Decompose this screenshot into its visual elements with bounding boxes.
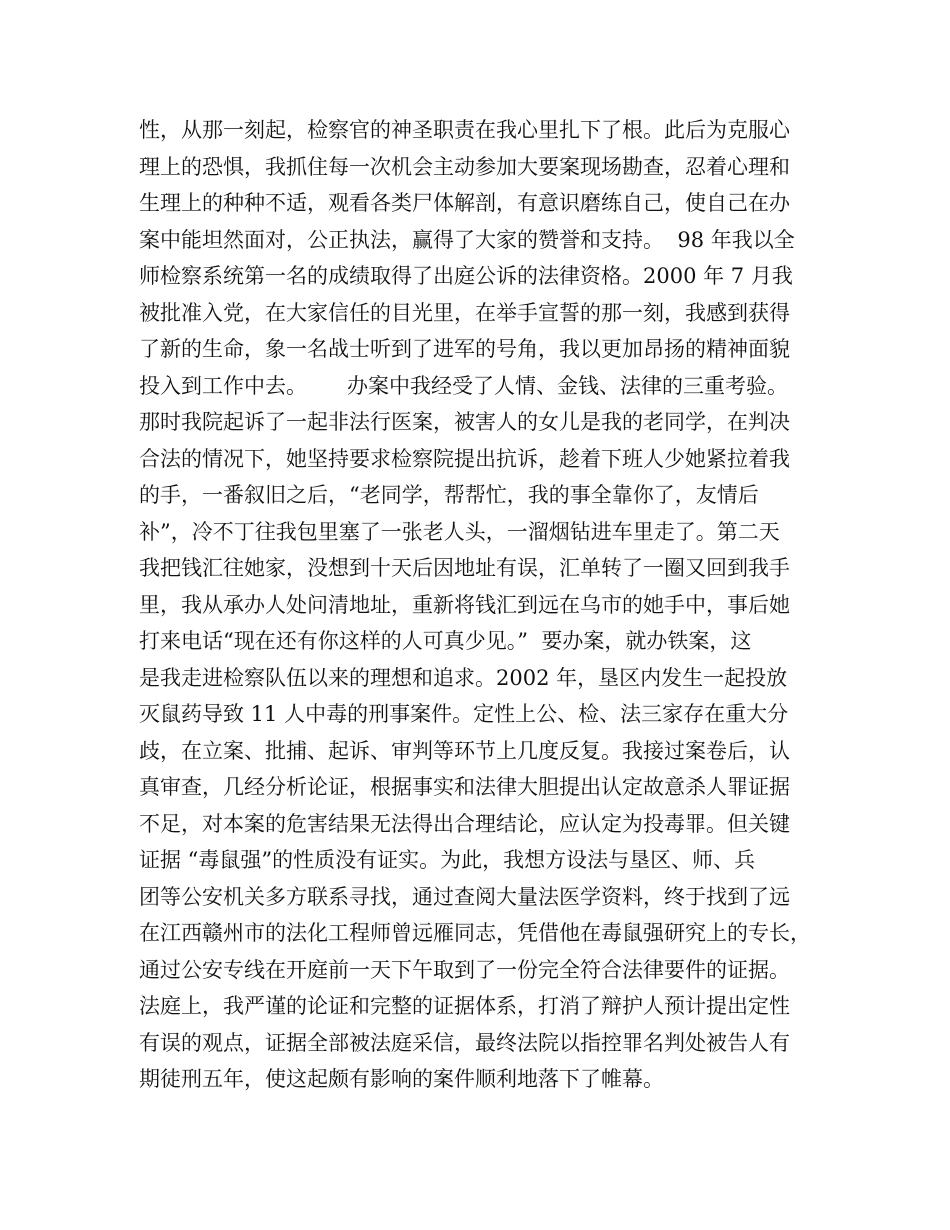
text-line: 有误的观点，证据全部被法庭采信，最终法院以指控罪名判处被告人有 (139, 1030, 790, 1055)
text-line: 团等公安机关多方联系寻找，通过查阅大量法医学资料，终于找到了远 (139, 884, 790, 909)
text-line: 理上的恐惧，我抓住每一次机会主动参加大要案现场勘查，忍着心理和 (139, 154, 790, 179)
text-line: 生理上的种种不适，观看各类尸体解剖，有意识磨练自己，使自己在办 (139, 191, 790, 215)
text-line: 师检察系统第一名的成绩取得了出庭公诉的法律资格。2000 年 7 月我 (139, 264, 793, 288)
text-line: 真审查，几经分析论证，根据事实和法律大胆提出认定故意杀人罪证据 (139, 775, 790, 799)
text-line: 我把钱汇往她家，没想到十天后因地址有误，汇单转了一圈又回到我手 (139, 556, 790, 580)
text-line: 不足，对本案的危害结果无法得出合理结论，应认定为投毒罪。但关键 (139, 811, 790, 836)
text-line: 通过公安专线在开庭前一天下午取到了一份完全符合法律要件的证据。 (139, 957, 790, 982)
text-line: 那时我院起诉了一起非法行医案，被害人的女儿是我的老同学，在判决 (139, 410, 790, 434)
text-line: 是我走进检察队伍以来的理想和追求。2002 年，垦区内发生一起投放 (139, 665, 788, 690)
body-text (139, 112, 829, 1098)
text-line: 期徒刑五年，使这起颇有影响的案件顺利地落下了帷幕。 (139, 1067, 664, 1091)
text-line: 打来电话“现在还有你这样的人可真少见。” 要办案，就办铁案，这 (139, 629, 752, 653)
text-line: 性，从那一刻起，检察官的神圣职责在我心里扎下了根。此后为克服心 (139, 118, 790, 142)
text-line: 投入到工作中去。 办案中我经受了人情、金钱、法律的三重考验。 (139, 373, 789, 398)
text-line: 案中能坦然面对，公正执法，赢得了大家的赞誉和支持。 98 年我以全 (139, 227, 795, 252)
text-line: 证据 “毒鼠强”的性质没有证实。为此，我想方设法与垦区、师、兵 (139, 848, 756, 872)
text-line: 歧，在立案、批捕、起诉、审判等环节上几度反复。我接过案卷后，认 (139, 738, 790, 763)
text-line: 法庭上，我严谨的论证和完整的证据体系，打消了辩护人预计提出定性 (139, 994, 790, 1018)
text-line: 在江西赣州市的法化工程师曾远雁同志，凭借他在毒鼠强研究上的专长， (139, 921, 811, 945)
text-line: 灭鼠药导致 11 人中毒的刑事案件。定性上公、检、法三家存在重大分 (139, 702, 789, 726)
text-line: 的手，一番叙旧之后，“老同学，帮帮忙，我的事全靠你了，友情后 (139, 483, 759, 507)
text-line: 里，我从承办人处问清地址，重新将钱汇到远在乌市的她手中，事后她 (139, 592, 790, 617)
text-line: 合法的情况下，她坚持要求检察院提出抗诉，趁着下班人少她紧拉着我 (139, 446, 790, 471)
text-line: 了新的生命，象一名战士听到了进军的号角，我以更加昂扬的精神面貌 (139, 337, 790, 361)
text-line: 被批准入党，在大家信任的目光里，在举手宣誓的那一刻，我感到获得 (139, 300, 790, 325)
text-line: 补”，冷不丁往我包里塞了一张老人头，一溜烟钻进车里走了。第二天 (139, 519, 780, 544)
